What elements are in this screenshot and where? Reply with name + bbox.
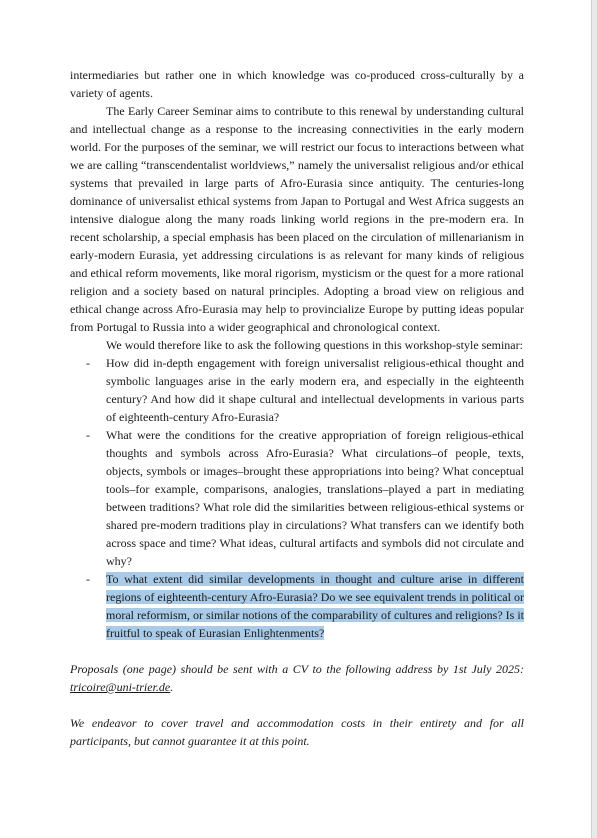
question-item xyxy=(70,426,524,570)
question-item xyxy=(70,354,524,426)
list-dash: - xyxy=(86,572,90,586)
paragraph-seminar-aims: The Early Career Seminar aims to contribute to this renewal by understanding cultural and intellectual change as a response to the increasing connectivities in the early modern world. For the purposes of the seminar, we will restrict our focus to interactions between what we are calling “transcendentalist worldviews,” namely the universalist religious and/or ethical systems that prevailed in large parts of Afro-Eurasia since antiquity. The centuries-long dominance of universalist ethical systems from Japan to Portugal and West Africa suggests an intensive dialogue along the many roads linking world regions in the pre-modern era. In recent scholarship, a special emphasis has been placed on the circulation of millenarianism in early-modern Eurasia, yet addressing circulations is as relevant for many kinds of religious and ethical reform movements, like moral rigorism, mysticism or the quest for a more rational religion and a society based on natural principles. Adopting a broad view on religious and ethical change across Afro-Eurasia may help to provincialize Europe by putting ideas popular from Portugal to Russia into a wider geographical and chronological context. xyxy=(70,104,524,334)
paragraph-questions-intro: We would therefore like to ask the following questions in this workshop-style seminar: xyxy=(106,338,523,352)
list-dash: - xyxy=(86,428,90,442)
paragraph-intermediaries: intermediaries but rather one in which knowledge was co-produced cross-culturally by a variety of agents. xyxy=(70,68,524,100)
email-link[interactable]: tricoire@uni-trier.de xyxy=(70,680,171,694)
question-item-selected xyxy=(70,570,524,642)
list-dash: - xyxy=(86,356,90,370)
costs-paragraph: We endeavor to cover travel and accommodation costs in their entirety and for all participants, but cannot guarantee it at this point. xyxy=(70,716,524,748)
proposals-paragraph xyxy=(70,660,524,696)
question-text: How did in-depth engagement with foreign universalist religious-ethical thought and symbolic languages arise in the early modern era, and especially in the eighteenth century? And how did it shape cultural and intellectual developments in various parts of eighteenth-century Afro-Eurasia? xyxy=(106,356,524,424)
document-body xyxy=(70,66,524,750)
question-text: What were the conditions for the creative appropriation of foreign religious-ethical thoughts and symbols across Afro-Eurasia? What circulations–of people, texts, objects, symbols or images–brought these appropriations into being? What conceptual tools–for example, comparisons, analogies, translations–played a part in mediating between traditions? What role did the similarities between religious-ethical systems or shared pre-modern traditions play in circulations? What transfers can we identify both across space and time? What ideas, cultural artifacts and symbols did not circulate and why? xyxy=(106,428,524,568)
selected-question-text[interactable]: To what extent did similar developments in thought and culture arise in different regions of eighteenth-century Afro-Eurasia? Do we see equivalent trends in political or moral reformism, or similar notions of the comparability of cultures and religions? Is it fruitful to speak of Eurasian Enlightenments? xyxy=(106,572,524,640)
questions-list xyxy=(70,354,524,642)
proposals-period: . xyxy=(170,680,174,694)
proposals-text: Proposals (one page) should be sent with a CV to the following address by 1st July 2025: xyxy=(70,662,524,676)
